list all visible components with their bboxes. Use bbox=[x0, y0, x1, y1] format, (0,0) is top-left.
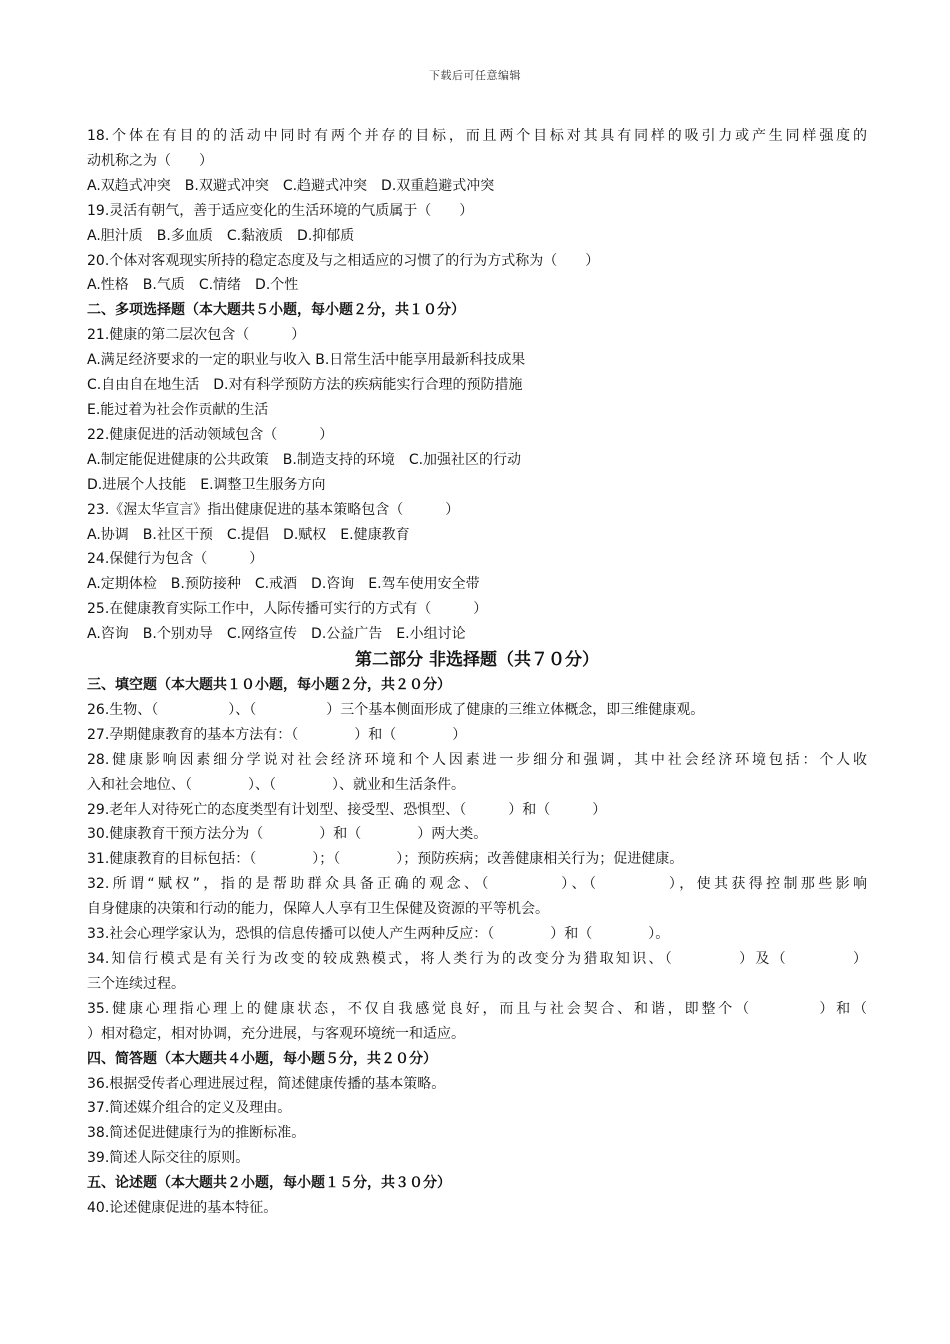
text-line: 三个连续过程。 bbox=[87, 975, 185, 992]
part-title: 第二部分 非选择题（共７０分） bbox=[355, 650, 599, 671]
text-line: A.性格 B.气质 C.情绪 D.个性 bbox=[87, 277, 299, 294]
text-line: 22.健康促进的活动领域包含（ ） bbox=[87, 426, 334, 443]
text-line: 35.健康心理指心理上的健康状态，不仅自我感觉良好，而且与社会契合、和谐，即整个（ ）和（ bbox=[87, 1000, 867, 1017]
text-line: 自身健康的决策和行动的能力，保障人人享有卫生保健及资源的平等机会。 bbox=[87, 901, 549, 918]
text-line: A.双趋式冲突 B.双避式冲突 C.趋避式冲突 D.双重趋避式冲突 bbox=[87, 177, 495, 194]
text-line: ）相对稳定，相对协调，充分进展，与客观环境统一和适应。 bbox=[87, 1025, 465, 1042]
text-line: 23.《渥太华宣言》指出健康促进的基本策略包含（ ） bbox=[87, 501, 460, 518]
text-line: 30.健康教育干预方法分为（ ）和（ ）两大类。 bbox=[87, 826, 488, 843]
section-heading: 五、论述题（本大题共２小题，每小题１５分，共３０分） bbox=[87, 1175, 451, 1192]
text-line: 32.所谓“赋权”，指的是帮助群众具备正确的观念、（ ）、（ ），使其获得控制那些影响 bbox=[87, 876, 867, 893]
text-line: 28.健康影响因素细分学说对社会经济环境和个人因素进一步细分和强调，其中社会经济环境包括：个人收 bbox=[87, 751, 867, 768]
section-heading: 三、填空题（本大题共１０小题，每小题２分，共２０分） bbox=[87, 677, 451, 694]
text-line: 36.根据受传者心理进展过程，简述健康传播的基本策略。 bbox=[87, 1075, 446, 1092]
text-line: 29.老年人对待死亡的态度类型有计划型、接受型、恐惧型、（ ）和（ ） bbox=[87, 801, 607, 818]
text-line: 27.孕期健康教育的基本方法有：（ ）和（ ） bbox=[87, 726, 467, 743]
text-line: C.自由自在地生活 D.对有科学预防方法的疾病能实行合理的预防措施 bbox=[87, 377, 523, 394]
text-line: 21.健康的第二层次包含（ ） bbox=[87, 327, 306, 344]
section-heading: 二、多项选择题（本大题共５小题，每小题２分，共１０分） bbox=[87, 302, 465, 319]
text-line: 38.简述促进健康行为的推断标准。 bbox=[87, 1125, 306, 1142]
text-line: 37.简述媒介组合的定义及理由。 bbox=[87, 1100, 292, 1117]
text-line: D.进展个人技能 E.调整卫生服务方向 bbox=[87, 476, 326, 493]
text-line: A.制定能促进健康的公共政策 B.制造支持的环境 C.加强社区的行动 bbox=[87, 451, 522, 468]
page-header: 下载后可任意编辑 bbox=[429, 69, 521, 82]
section-heading: 四、简答题（本大题共４小题，每小题５分，共２０分） bbox=[87, 1050, 437, 1067]
text-line: 入和社会地位、（ ）、（ ）、就业和生活条件。 bbox=[87, 776, 465, 793]
text-line: A.胆汁质 B.多血质 C.黏液质 D.抑郁质 bbox=[87, 227, 355, 244]
text-line: A.定期体检 B.预防接种 C.戒酒 D.咨询 E.驾车使用安全带 bbox=[87, 576, 480, 593]
text-line: 34.知信行模式是有关行为改变的较成熟模式，将人类行为的改变分为猎取知识、（ ）及（ ） bbox=[87, 951, 867, 967]
text-line: A.咨询 B.个别劝导 C.网络宣传 D.公益广告 E.小组讨论 bbox=[87, 626, 466, 643]
text-line: 24.保健行为包含（ ） bbox=[87, 551, 264, 568]
text-line: 26.生物、（ ）、（ ）三个基本侧面形成了健康的三维立体概念，即三维健康观。 bbox=[87, 701, 705, 718]
text-line: 动机称之为（ ） bbox=[87, 152, 213, 169]
text-line: A.协调 B.社区干预 C.提倡 D.赋权 E.健康教育 bbox=[87, 526, 410, 543]
text-line: 20.个体对客观现实所持的稳定态度及与之相适应的习惯了的行为方式称为（ ） bbox=[87, 252, 600, 269]
text-line: 40.论述健康促进的基本特征。 bbox=[87, 1200, 278, 1217]
text-line: 33.社会心理学家认为，恐惧的信息传播可以使人产生两种反应：（ ）和（ ）。 bbox=[87, 926, 670, 943]
text-line: 18.个体在有目的的活动中同时有两个并存的目标，而且两个目标对其具有同样的吸引力或产生同样强度的 bbox=[87, 128, 867, 144]
text-line: A.满足经济要求的一定的职业与收入 B.日常生活中能享用最新科技成果 bbox=[87, 352, 526, 369]
document-body bbox=[87, 124, 867, 1221]
text-line: 31.健康教育的目标包括：（ ）；（ ）；预防疾病；改善健康相关行为；促进健康。 bbox=[87, 851, 684, 868]
text-line: 39.简述人际交往的原则。 bbox=[87, 1150, 250, 1167]
text-line: 25.在健康教育实际工作中，人际传播可实行的方式有（ ） bbox=[87, 601, 488, 618]
text-line: 19.灵活有朝气，善于适应变化的生活环境的气质属于（ ） bbox=[87, 202, 474, 219]
text-line: E.能过着为社会作贡献的生活 bbox=[87, 401, 269, 418]
